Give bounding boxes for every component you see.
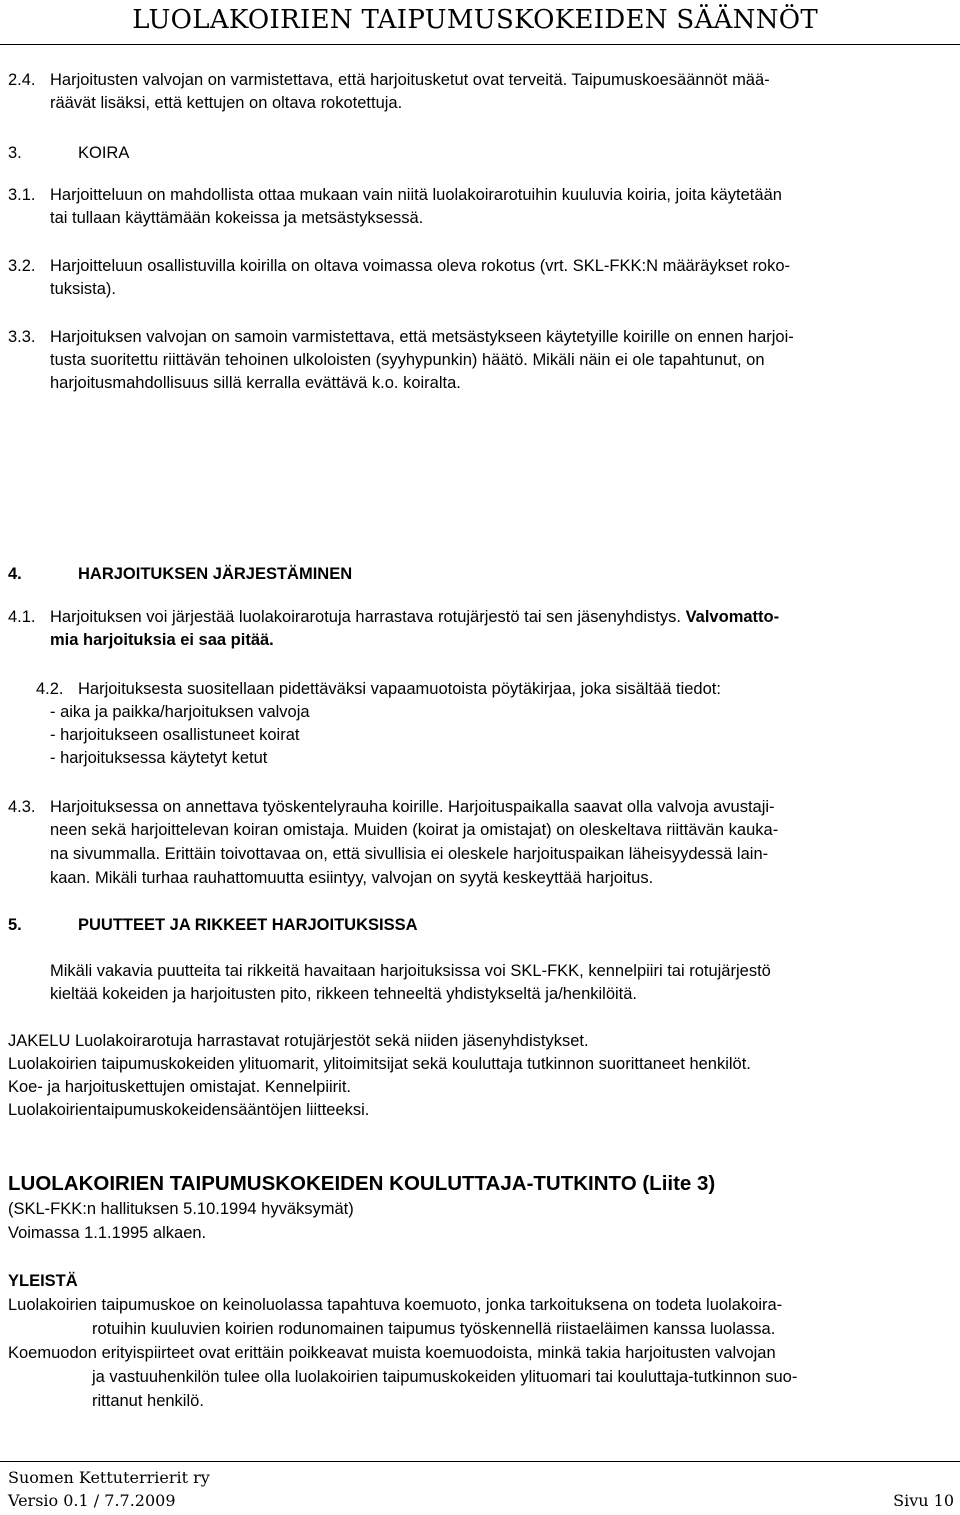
footer-divider <box>0 1461 960 1462</box>
footer-version: Versio 0.1 / 7.7.2009 <box>8 1491 176 1510</box>
list-item: - aika ja paikka/harjoituksen valvoja <box>50 703 310 721</box>
general-heading: YLEISTÄ <box>8 1272 78 1290</box>
section-3-3: 3.3. Harjoituksen valvojan on samoin varmistettava, että metsästykseen käytetyille koirille on ennen harjoi- <box>8 328 794 346</box>
section-4-3-line3: na sivummalla. Erittäin toivottavaa on, että sivullisia ei oleskele harjoituspaikan läheisyydessä lain- <box>50 845 769 863</box>
section-3-3-line3: harjoitusmahdollisuus sillä kerralla evättävä k.o. koiralta. <box>50 374 461 392</box>
appendix-title: LUOLAKOIRIEN TAIPUMUSKOKEIDEN KOULUTTAJA-TUTKINTO (Liite 3) <box>8 1172 716 1195</box>
distribution-line2: Luolakoirien taipumuskokeiden ylituomarit, ylitoimitsijat sekä kouluttaja tutkinnon suorittaneet henkilöt. <box>8 1055 751 1073</box>
list-item: - harjoituksessa käytetyt ketut <box>50 749 268 767</box>
distribution-line4: Luolakoirientaipumuskokeidensääntöjen liitteeksi. <box>8 1101 370 1119</box>
section-4-2: 4.2. Harjoituksesta suositellaan pidettäväksi vapaamuotoista pöytäkirjaa, joka sisältää tiedot: <box>36 680 721 698</box>
section-3-1: 3.1. Harjoitteluun on mahdollista ottaa mukaan vain niitä luolakoirarotuihin kuuluvia koiria, joita käytetään <box>8 186 782 204</box>
general-p2-line1: Koemuodon erityispiirteet ovat erittäin poikkeavat muista koemuodoista, minkä takia harjoitusten valvojan <box>8 1344 776 1362</box>
section-5-heading: 5. PUUTTEET JA RIKKEET HARJOITUKSISSA <box>8 916 418 934</box>
section-4-1: 4.1. Harjoituksen voi järjestää luolakoirarotuja harrastava rotujärjestö tai sen jäsenyhdistys. Valvomatto- <box>8 608 780 626</box>
footer-page-number: Sivu 10 <box>893 1491 954 1510</box>
section-4-3-line2: neen sekä harjoittelevan koiran omistaja. Muiden (koirat ja omistajat) on oleskeltava riittävän kauka- <box>50 821 779 839</box>
general-p1-line1: Luolakoirien taipumuskoe on keinoluolassa tapahtuva koemuoto, jonka tarkoituksena on todeta luolakoira- <box>8 1296 783 1314</box>
section-3-3-line2: tusta suoritettu riittävän tehoinen ulkoloisten (syyhypunkin) häätö. Mikäli näin ei ole tapahtunut, on <box>50 351 765 369</box>
distribution-line3: Koe- ja harjoituskettujen omistajat. Kennelpiirit. <box>8 1078 352 1096</box>
section-4-3-line4: kaan. Mikäli turhaa rauhattomuutta esiintyy, valvojan on syytä keskeyttää harjoitus. <box>50 869 654 887</box>
appendix-validity: Voimassa 1.1.1995 alkaen. <box>8 1224 207 1242</box>
section-2-4-line2: räävät lisäksi, että kettujen on oltava rokotettuja. <box>50 94 403 112</box>
list-item: - harjoitukseen osallistuneet koirat <box>50 726 300 744</box>
general-p2-line3: rittanut henkilö. <box>92 1392 204 1410</box>
document-title: LUOLAKOIRIEN TAIPUMUSKOKEIDEN SÄÄNNÖT <box>132 5 818 35</box>
section-4-1-line2: mia harjoituksia ei saa pitää. <box>50 631 274 649</box>
section-5-line2: kieltää kokeiden ja harjoitusten pito, rikkeen tehneeltä yhdistykseltä ja/henkilöitä. <box>50 985 638 1003</box>
section-3-1-line2: tai tullaan käyttämään kokeissa ja metsästyksessä. <box>50 209 424 227</box>
page-header <box>0 0 960 45</box>
appendix-approval: (SKL-FKK:n hallituksen 5.10.1994 hyväksymät) <box>8 1200 354 1218</box>
section-2-4: 2.4. Harjoitusten valvojan on varmistettava, että harjoitusketut ovat terveitä. Taipumuskoesäännöt mää- <box>8 71 770 89</box>
footer-organization: Suomen Kettuterrierit ry <box>8 1468 210 1487</box>
section-4-2-list <box>50 701 310 770</box>
section-3-2: 3.2. Harjoitteluun osallistuvilla koirilla on oltava voimassa oleva rokotus (vrt. SKL-FKK:N määräykset roko- <box>8 257 791 275</box>
section-5-line1: Mikäli vakavia puutteita tai rikkeitä havaitaan harjoituksissa voi SKL-FKK, kennelpiiri tai rotujärjestö <box>50 962 771 980</box>
general-p1-line2: rotuihin kuuluvien koirien rodunomainen taipumus työskennellä riistaeläimen kanssa luolassa. <box>92 1320 776 1338</box>
distribution-line1: JAKELU Luolakoirarotuja harrastavat rotujärjestöt sekä niiden jäsenyhdistykset. <box>8 1032 589 1050</box>
section-3-heading: 3. KOIRA <box>8 144 130 162</box>
section-4-3: 4.3. Harjoituksessa on annettava työskentelyrauha koirille. Harjoituspaikalla saavat olla valvoja avustaji- <box>8 798 775 816</box>
section-3-2-line2: tuksista). <box>50 280 117 298</box>
section-4-heading: 4. HARJOITUKSEN JÄRJESTÄMINEN <box>8 565 353 583</box>
general-p2-line2: ja vastuuhenkilön tulee olla luolakoirien taipumuskokeiden ylituomari tai kouluttaja-tutkinnon suo- <box>92 1368 798 1386</box>
